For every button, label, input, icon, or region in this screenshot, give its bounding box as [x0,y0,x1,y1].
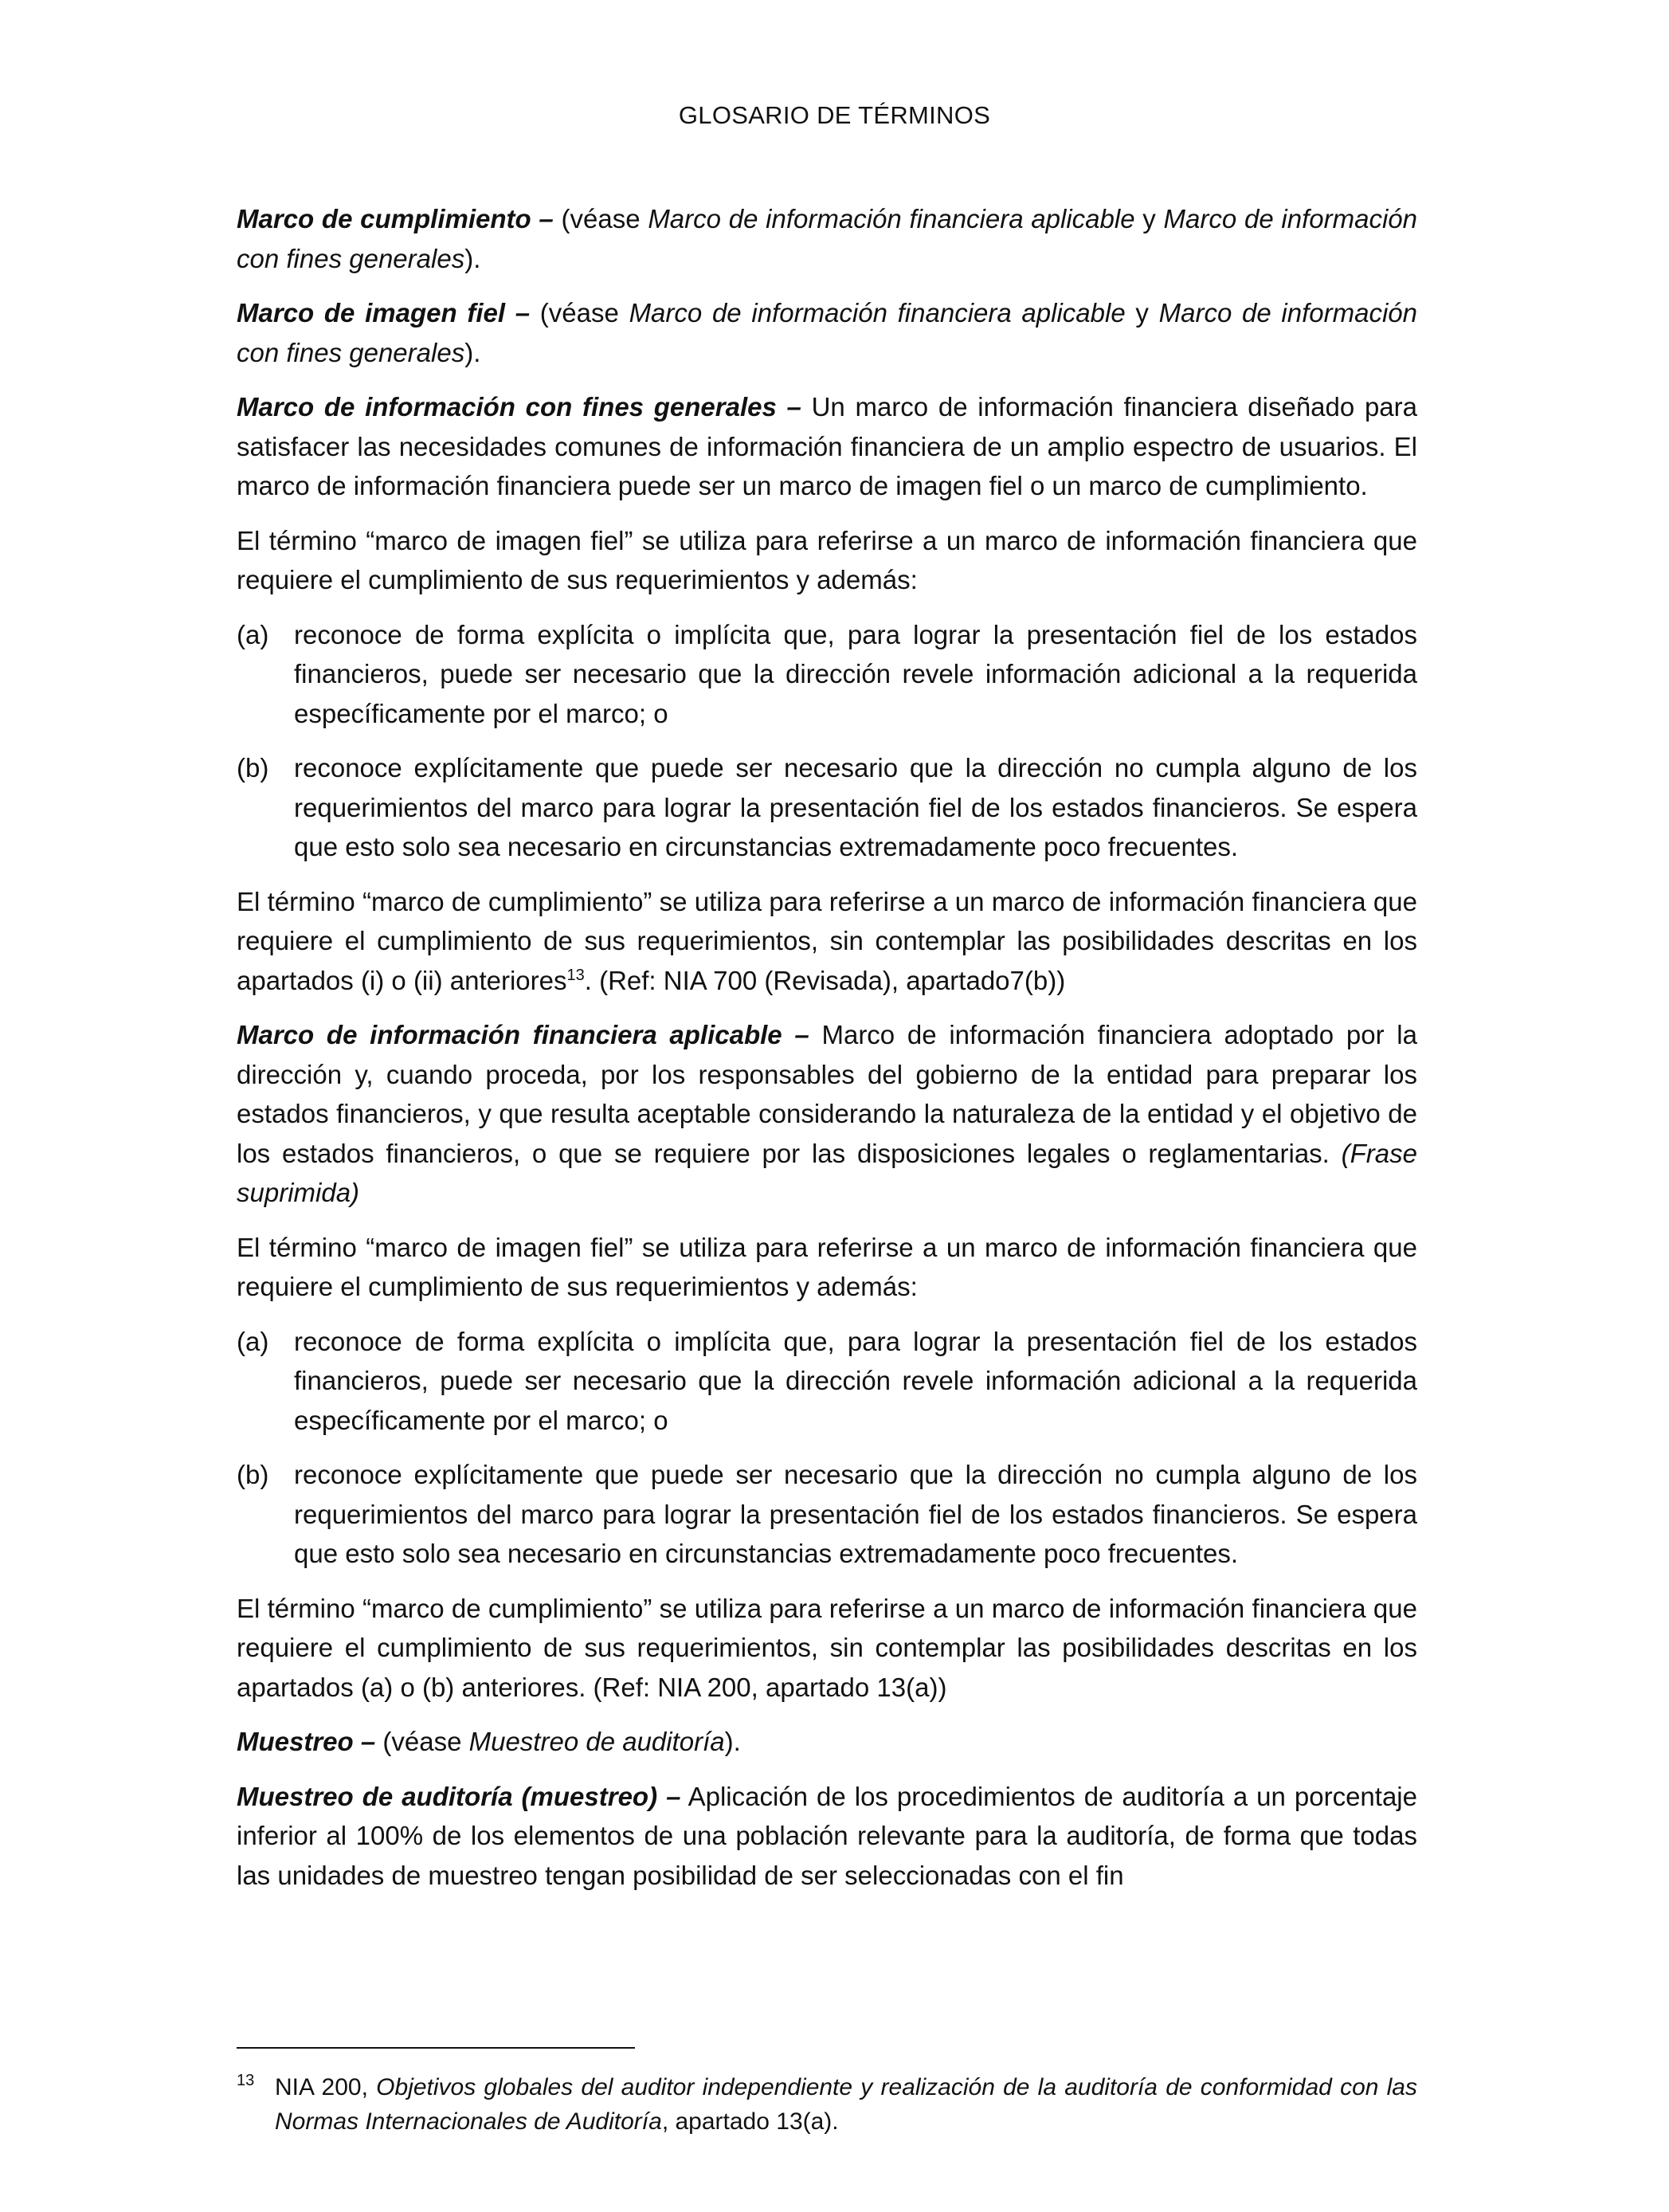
term-heading: Muestreo de auditoría (muestreo) – [237,1781,681,1811]
entry-text: y [1125,298,1159,327]
term-heading: Muestreo – [237,1727,376,1756]
list-item-text: reconoce de forma explícita o implícita que, para lograr la presentación fiel de los estados financieros, puede ser necesario que la dirección revele información adicional a la requerida específicamente por el marco; o [294,1326,1417,1435]
term-heading: Marco de imagen fiel – [237,298,531,327]
cross-reference: Muestreo de auditoría [468,1727,725,1756]
entry-text: (véase [375,1727,469,1756]
entry-marco-fines-generales [237,387,1417,506]
list-item [237,1455,1417,1574]
cumplimiento-paragraph: El término “marco de cumplimiento” se utiliza para referirse a un marco de información financiera que requiere el cumplimiento de sus requerimientos, sin contemplar las posibilidades descritas en los apartados (a) o (b) anteriores. (Ref: NIA 200, apartado 13(a)) [237,1593,1417,1702]
entry-muestreo-auditoria [237,1777,1417,1896]
term-heading: Marco de información con fines generales – [237,392,801,422]
list-item [237,1322,1417,1441]
entry-text: ). [464,243,481,273]
cross-reference: Marco de información con fines generales [237,298,1417,367]
footnote [237,2070,1417,2139]
list-item-label: (b) [237,1460,269,1489]
page-header-title: GLOSARIO DE TÉRMINOS [678,101,991,129]
list-item-text: reconoce explícitamente que puede ser necesario que la dirección no cumpla alguno de los requerimientos del marco para lograr la presentación fiel de los estados financieros. Se espera que esto solo sea necesario en circunstancias extremadamente poco frecuentes. [294,753,1417,861]
entry-muestreo [237,1722,1417,1762]
cross-reference: Marco de información financiera aplicable [648,204,1135,233]
cross-reference: Marco de información financiera aplicable [629,298,1126,327]
footnote-number: 13 [237,2072,255,2089]
list-item [237,748,1417,867]
definition-text: Aplicación de los procedimientos de auditoría a un porcentaje inferior al 100% de los elementos de una población relevante para la auditoría, de forma que todas las unidades de muestreo tengan posibilidad de ser seleccionadas con el fin [237,1781,1417,1890]
entry-text: y [1134,204,1164,233]
paragraph-text: El término “marco de cumplimiento” se utiliza para referirse a un marco de información financiera que requiere el cumplimiento de sus requerimientos, sin contemplar las posibilidades descritas en los apartados (i) o (ii) anteriores [237,886,1417,995]
imagen-fiel-intro: El término “marco de imagen fiel” se utiliza para referirse a un marco de información financiera que requiere el cumplimiento de sus requerimientos y además: [237,1232,1417,1301]
list-item-text: reconoce explícitamente que puede ser necesario que la dirección no cumpla alguno de los requerimientos del marco para lograr la presentación fiel de los estados financieros. Se espera que esto solo sea necesario en circunstancias extremadamente poco frecuentes. [294,1460,1417,1568]
entry-text: ). [464,337,481,367]
imagen-fiel-intro: El término “marco de imagen fiel” se utiliza para referirse a un marco de información financiera que requiere el cumplimiento de sus requerimientos y además: [237,525,1417,594]
entry-marco-cumplimiento [237,199,1417,278]
term-heading: Marco de información financiera aplicable – [237,1020,809,1049]
paragraph-text: . (Ref: NIA 700 (Revisada), apartado7(b)) [584,965,1066,995]
editorial-note: (Frase suprimida) [237,1138,1417,1207]
list-item-label: (a) [237,619,269,649]
entry-text: (véase [553,204,648,233]
entry-marco-imagen-fiel [237,293,1417,372]
entry-text: (véase [530,298,629,327]
cross-reference: Marco de información con fines generales [237,204,1417,273]
footnote-separator [237,2047,635,2049]
list-item-text: reconoce de forma explícita o implícita que, para lograr la presentación fiel de los estados financieros, puede ser necesario que la dirección revele información adicional a la requerida específicamente por el marco; o [294,619,1417,728]
footnote-reference[interactable]: 13 [566,966,585,984]
list-item [237,615,1417,734]
entry-marco-aplicable [237,1015,1417,1213]
term-heading: Marco de cumplimiento – [237,204,554,233]
cumplimiento-paragraph [237,882,1417,1001]
footnote-text-part: , apartado 13(a). [661,2108,839,2135]
list-item-label: (a) [237,1326,269,1356]
glossary-body [237,199,1417,1910]
footnote-text [237,2070,1417,2139]
footnote-title: Objetivos globales del auditor independiente y realización de la auditoría de conformidad con las Normas Internacionales de Auditoría [275,2074,1417,2135]
footnote-text-part: NIA 200, [275,2074,377,2100]
definition-text: Un marco de información financiera diseñado para satisfacer las necesidades comunes de información financiera de un amplio espectro de usuarios. El marco de información financiera puede ser un marco de imagen fiel o un marco de cumplimiento. [237,392,1417,500]
list-item-label: (b) [237,753,269,782]
entry-text: ). [724,1727,741,1756]
definition-text: Marco de información financiera adoptado por la dirección y, cuando proceda, por los responsables del gobierno de la entidad para preparar los estados financieros, y que resulta aceptable considerando la naturaleza de la entidad y el objetivo de los estados financieros, o que se requiere por las disposiciones legales o reglamentarias. [237,1020,1417,1168]
